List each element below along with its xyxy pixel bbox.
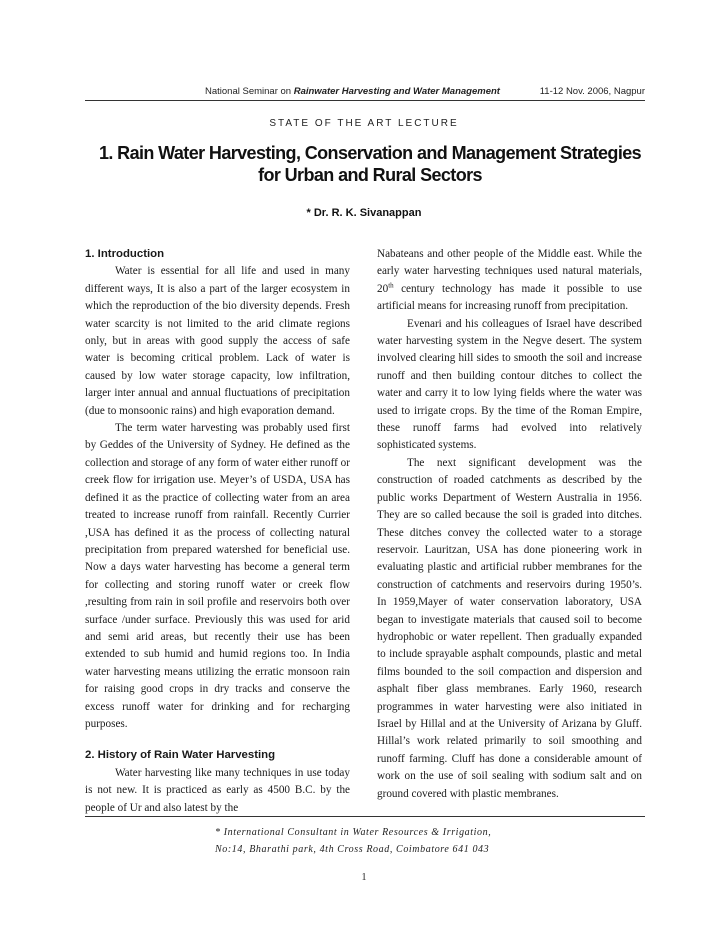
left-column (85, 246, 350, 817)
author: * Dr. R. K. Sivanappan (306, 207, 422, 219)
section-label: STATE OF THE ART LECTURE (269, 118, 459, 129)
history-text-a: Nabateans and other people of the Middle east. While the early water harvesting techniques used natural materials, 20 (377, 248, 642, 295)
seminar-line (205, 86, 500, 97)
history-paragraph-1: Water harvesting like many techniques in use today is not new. It is practiced as early as 4500 B.C. by the people of Ur and also latest by the (85, 766, 350, 814)
heading-history: 2. History of Rain Water Harvesting (85, 749, 276, 762)
running-header (85, 82, 645, 98)
heading-introduction: 1. Introduction (85, 248, 165, 260)
paper-title-line-2: for Urban and Rural Sectors (258, 165, 482, 185)
page-number: 1 (361, 872, 367, 883)
author-footnote (215, 824, 491, 858)
paper-title (90, 142, 650, 186)
footnote-rule (85, 816, 645, 817)
intro-paragraph-1: Water is essential for all life and used in many different ways, It is also a part of the larger ecosystem in which the reproduction of the bio diversity depends. Fresh water scarcity is not limited to the arid climate regions only, but in areas with good supply the access of safe water is becoming critical problem. Lack of water is caused by low water storage capacity, low infiltration, larger inter annual and annual fluctuations of precipitation (due to monsoonic rains) and high evaporation demand. (85, 265, 350, 417)
seminar-date-place: 11-12 Nov. 2006, Nagpur (539, 86, 645, 97)
paper-title-line-1: 1. Rain Water Harvesting, Conservation and Management Strategies (98, 143, 642, 163)
section-gap (85, 733, 350, 747)
footnote-line-1: * International Consultant in Water Resources & Irrigation, (215, 827, 492, 838)
history-paragraph-2: Evenari and his colleagues of Israel have described water harvesting system in the Negve desert. The system involved clearing hill sides to smooth the soil and increase runoff and then building contour ditches to collect the water and carry it to low lying fields where the water was used to irrigate crops. By the time of the Roman Empire, these runoff farms had evolved into relatively sophisticated systems. (377, 317, 642, 452)
history-paragraph-continued (377, 246, 642, 316)
seminar-prefix: National Seminar on (205, 86, 294, 97)
history-paragraph-3: The next significant development was the construction of roaded catchments as described by the public works Department of Western Australia in 1956. They are so called because the soil is graded into ditches. These ditches convey the collected water to a storage reservoir. Lauritzan, USA has done pioneering work in evaluating plastic and artificial rubber membranes for the construction of catchments and reservoirs during 1950’s. In 1959,Mayer of water conservation laboratory, USA began to investigate materials that caused soil to become hydrophobic or water repellent. Then gradually expanded to include sprayable asphalt compounds, plastic and metal films bounded to the soil compaction and dispersion and asphalt fiber glass membranes. Early 1960, research programmes in water harvesting were also initiated in Israel by Hillal and at the University of Arizana by Gluff. Hillal’s work related primarily to soil smoothing and runoff farming. Cluff has done a considerable amount of work on the use of soil sealing with sodium salt and on ground covered with plastic membranes. (377, 456, 642, 800)
intro-paragraph-2: The term water harvesting was probably used first by Geddes of the University of Sydney. He defined as the collection and storage of any form of water either runoff or creek flow for irrigation use. Meyer’s of USDA, USA has defined it as the practice of collecting water from an area treated to increase runoff from rainfall. Recently Currier ,USA has defined it as the process of collecting natural precipitation from prepared watershed for beneficial use. Now a days water harvesting has become a general term for collecting and storing runoff water or creek flow ,resulting from rain in soil profile and reservoirs both over surface /under surface. Previously this was used for arid and semi arid areas, but recently their use has been extended to sub humid and humid regions too. In India water harvesting means utilizing the erratic monsoon rain for raising good crops in dry tracks and conserve the excess runoff water for drinking and for recharging purposes. (85, 422, 350, 730)
history-text-b: century technology has made it possible to use artificial means for increasing runoff from precipitation. (377, 282, 642, 313)
seminar-title: Rainwater Harvesting and Water Management (293, 86, 500, 97)
footnote-line-2: No:14, Bharathi park, 4th Cross Road, Coimbatore 641 043 (215, 844, 490, 855)
ordinal-superscript: th (388, 281, 394, 290)
right-column (377, 246, 642, 803)
header-rule (85, 100, 645, 101)
